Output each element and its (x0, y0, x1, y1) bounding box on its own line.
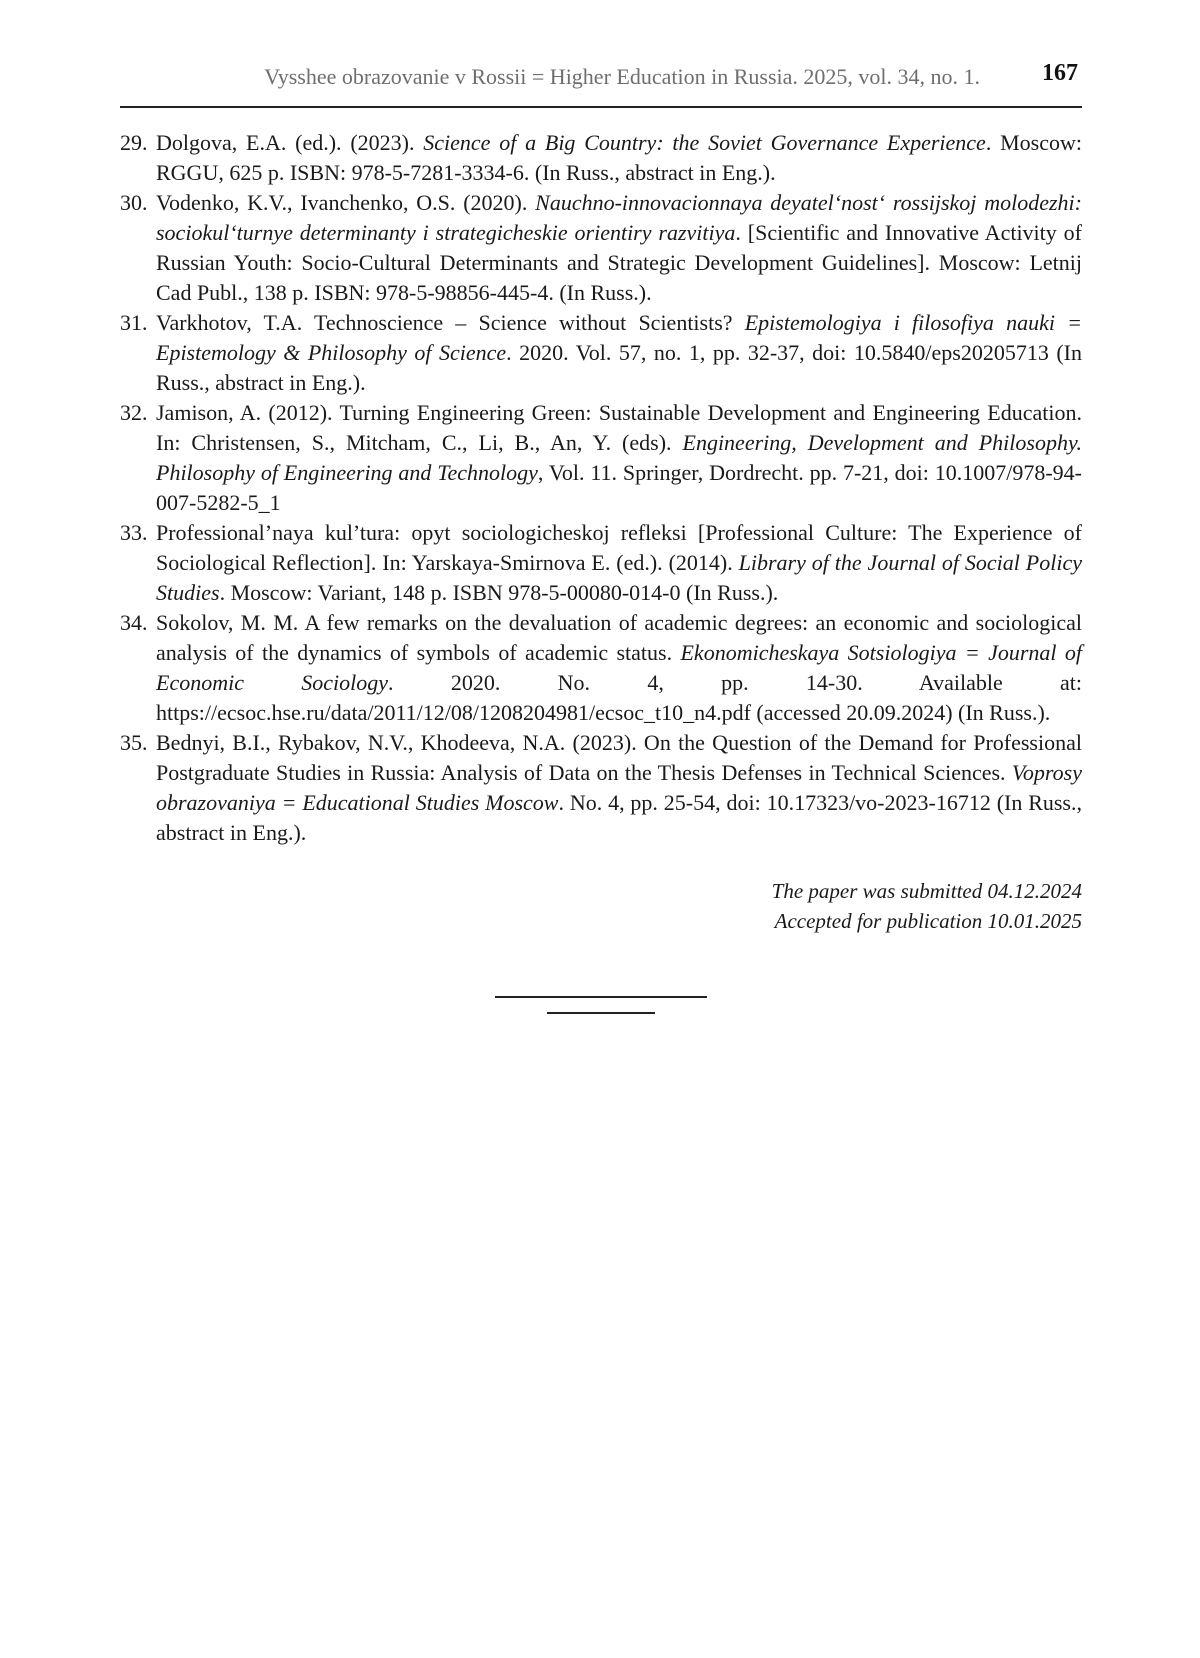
reference-text-segment: . Moscow: RGGU, 625 p. ISBN: 978-5-7281-3334-6. (In Russ., abstract in Eng.). (156, 130, 1082, 185)
reference-text-segment: Jamison, A. (2012). Turning Engineering Green: Sustainable Development and Engineering Education. In: Christensen, S., Mitcham, C., Li, B., An, Y. (eds). (156, 400, 1082, 455)
running-header (120, 58, 1082, 108)
reference-number: 30. (120, 190, 148, 215)
reference-number: 35. (120, 730, 148, 755)
reference-title-italic: Library of the Journal of Social Policy Studies (156, 550, 1082, 605)
reference-item (120, 188, 1082, 308)
end-rule-long (495, 996, 707, 998)
reference-title-italic: Ekonomicheskaya Sotsiologiya = Journal of Economic Sociology (156, 640, 1082, 695)
reference-item (120, 608, 1082, 728)
reference-text-segment: Varkhotov, T.A. Technoscience – Science without Scientists? (156, 310, 745, 335)
reference-text (156, 190, 1082, 305)
reference-number: 33. (120, 520, 148, 545)
reference-number: 34. (120, 610, 148, 635)
reference-item (120, 308, 1082, 398)
reference-item (120, 398, 1082, 518)
reference-text-segment: , Vol. 11. Springer, Dordrecht. pp. 7-21, doi: 10.1007/978-94-007-5282-5_1 (156, 460, 1082, 515)
reference-title-italic: Epistemologiya i filosofiya nauki = Epistemology & Philosophy of Science (156, 310, 1082, 365)
submitted-date: The paper was submitted 04.12.2024 (771, 879, 1082, 903)
reference-item (120, 728, 1082, 848)
reference-text-segment: Dolgova, E.A. (ed.). (2023). (156, 130, 424, 155)
reference-text (156, 520, 1082, 605)
reference-title-italic: Nauchno-innovacionnaya deyatel‘nost‘ rossijskoj molodezhi: sociokul‘turnye determinanty i strategicheskie orientiry razvitiya (156, 190, 1082, 245)
reference-text (156, 130, 1082, 185)
reference-text-segment: . 2020. No. 4, pp. 14-30. Available at: https://ecsoc.hse.ru/data/2011/12/08/1208204981/ecsoc_t10_n4.pdf (accessed 20.09.2024) (In Russ.). (156, 670, 1082, 725)
reference-text-segment: . Moscow: Variant, 148 p. ISBN 978-5-00080-014-0 (In Russ.). (219, 580, 779, 605)
reference-text (156, 730, 1082, 845)
journal-title: Vysshee obrazovanie v Rossii = Higher Education in Russia. 2025, vol. 34, no. 1. (264, 64, 980, 89)
submission-dates (772, 876, 1082, 936)
reference-text-segment: . 2020. Vol. 57, no. 1, pp. 32-37, doi: 10.5840/eps20205713 (In Russ., abstract in Eng.). (156, 340, 1082, 395)
reference-number: 29. (120, 130, 148, 155)
reference-text-segment: . No. 4, pp. 25-54, doi: 10.17323/vo-2023-16712 (In Russ., abstract in Eng.). (156, 790, 1082, 845)
reference-number: 31. (120, 310, 148, 335)
reference-list (120, 128, 1082, 848)
reference-text (156, 310, 1082, 395)
reference-text-segment: Bednyi, B.I., Rybakov, N.V., Khodeeva, N.A. (2023). On the Question of the Demand for Professional Postgraduate Studies in Russia: Analysis of Data on the Thesis Defenses in Technical Sciences. (156, 730, 1082, 785)
end-rule-short (547, 1012, 655, 1014)
reference-title-italic: Engineering, Development and Philosophy. Philosophy of Engineering and Technology (156, 430, 1083, 485)
reference-number: 32. (120, 400, 148, 425)
reference-text (156, 610, 1082, 725)
reference-text-segment: Professional’naya kul’tura: opyt sociologicheskoj refleksi [Professional Culture: The Experience of Sociological Reflection]. In: Yarskaya-Smirnova E. (ed.). (2014). (156, 520, 1082, 575)
reference-text-segment: . [Scientific and Innovative Activity of Russian Youth: Socio-Cultural Determinants and Strategic Development Guidelines]. Moscow: Letnij Cad Publ., 138 p. ISBN: 978-5-98856-445-4. (In Russ.). (156, 220, 1082, 305)
accepted-date: Accepted for publication 10.01.2025 (774, 909, 1082, 933)
reference-text-segment: Sokolov, M. M. A few remarks on the devaluation of academic degrees: an economic and sociological analysis of the dynamics of symbols of academic status. (156, 610, 1082, 665)
reference-title-italic: Science of a Big Country: the Soviet Governance Experience (423, 130, 986, 155)
reference-item (120, 518, 1082, 608)
page-number: 167 (1042, 60, 1078, 86)
reference-text-segment: Vodenko, K.V., Ivanchenko, O.S. (2020). (156, 190, 536, 215)
reference-title-italic: Voprosy obrazovaniya = Educational Studies Moscow (156, 760, 1082, 815)
reference-text (156, 400, 1082, 515)
reference-item (120, 128, 1082, 188)
